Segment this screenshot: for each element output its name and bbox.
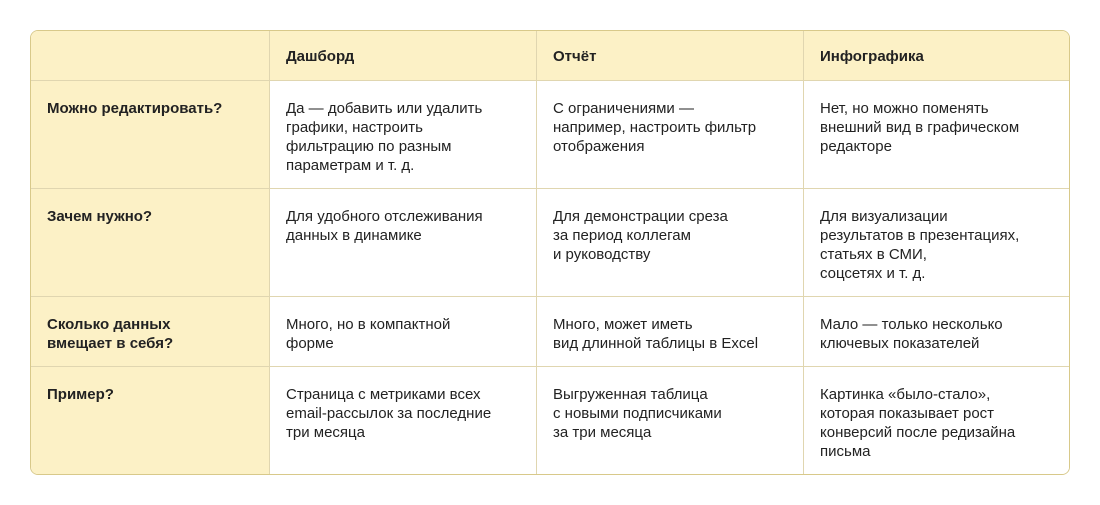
table-grid <box>31 31 1069 474</box>
cell-volume-dashboard: Много, но в компактной форме <box>270 297 537 367</box>
header-corner-cell <box>31 31 270 81</box>
cell-editable-infographic: Нет, но можно поменять внешний вид в графическом редакторе <box>804 81 1069 189</box>
cell-volume-report: Много, может иметь вид длинной таблицы в Excel <box>537 297 804 367</box>
row-label-data-volume: Сколько данных вмещает в себя? <box>31 297 270 367</box>
comparison-table <box>30 30 1070 475</box>
cell-example-dashboard: Страница с метриками всех email-рассылок за последние три месяца <box>270 367 537 474</box>
cell-volume-infographic: Мало — только несколько ключевых показателей <box>804 297 1069 367</box>
cell-purpose-report: Для демонстрации среза за период коллегам и руководству <box>537 189 804 297</box>
header-infographic: Инфографика <box>804 31 1069 81</box>
row-label-example: Пример? <box>31 367 270 474</box>
cell-purpose-infographic: Для визуализации результатов в презентациях, статьях в СМИ, соцсетях и т. д. <box>804 189 1069 297</box>
cell-editable-report: С ограничениями — например, настроить фильтр отображения <box>537 81 804 189</box>
cell-editable-dashboard: Да — добавить или удалить графики, настроить фильтрацию по разным параметрам и т. д. <box>270 81 537 189</box>
header-report: Отчёт <box>537 31 804 81</box>
header-dashboard: Дашборд <box>270 31 537 81</box>
cell-purpose-dashboard: Для удобного отслеживания данных в динамике <box>270 189 537 297</box>
row-label-purpose: Зачем нужно? <box>31 189 270 297</box>
cell-example-report: Выгруженная таблица с новыми подписчиками за три месяца <box>537 367 804 474</box>
row-label-editable: Можно редактировать? <box>31 81 270 189</box>
cell-example-infographic: Картинка «было-стало», которая показывает рост конверсий после редизайна письма <box>804 367 1069 474</box>
